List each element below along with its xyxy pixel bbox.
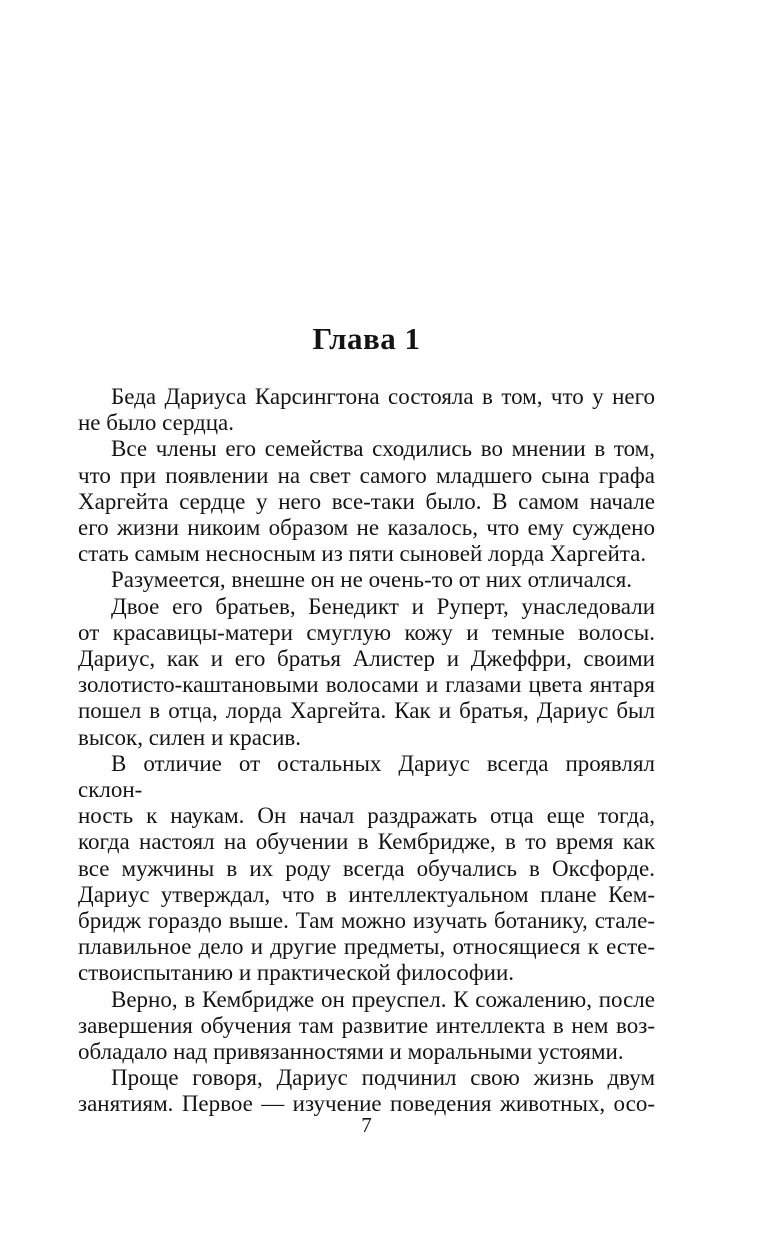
text-line: завершения обучения там развитие интеллекта в нем воз- bbox=[78, 1012, 655, 1038]
text-line: стать самым несносным из пяти сыновей лорда Харгейта. bbox=[78, 541, 647, 567]
page-text bbox=[78, 384, 655, 1118]
text-line: высок, силен и красив. bbox=[78, 724, 302, 750]
text-line: Двое его братьев, Бенедикт и Руперт, унаследовали bbox=[111, 593, 655, 619]
text-line: что при появлении на свет самого младшего сына графа bbox=[78, 462, 655, 488]
text-line: Дариус утверждал, что в интеллектуальном плане Кем- bbox=[78, 881, 655, 907]
text-line: плавильное дело и другие предметы, относящиеся к есте- bbox=[78, 934, 655, 960]
page-number: 7 bbox=[361, 1113, 372, 1137]
text-line: пошел в отца, лорда Харгейта. Как и братья, Дариус был bbox=[78, 698, 655, 724]
text-line: Все члены его семейства сходились во мнении в том, bbox=[111, 436, 655, 462]
chapter-title: Глава 1 bbox=[312, 321, 421, 356]
paragraph bbox=[78, 1065, 655, 1117]
paragraph bbox=[78, 436, 655, 567]
text-line: ность к наукам. Он начал раздражать отца еще тогда, bbox=[78, 803, 655, 829]
text-line: все мужчины в их роду всегда обучались в Оксфорде. bbox=[78, 855, 655, 881]
text-line: когда настоял на обучении в Кембридже, в то время как bbox=[78, 829, 655, 855]
text-line: Верно, в Кембридже он преуспел. К сожалению, после bbox=[111, 986, 655, 1012]
text-line: Харгейта сердце у него все-таки было. В самом начале bbox=[78, 488, 655, 514]
paragraph bbox=[78, 594, 655, 751]
text-line: золотисто-каштановыми волосами и глазами цвета янтаря bbox=[78, 672, 655, 698]
text-line: занятиям. Первое — изучение поведения животных, осо- bbox=[78, 1091, 655, 1117]
paragraph bbox=[78, 567, 655, 593]
text-line: бридж гораздо выше. Там можно изучать ботанику, стале- bbox=[78, 908, 655, 934]
paragraph bbox=[78, 751, 655, 987]
text-line: его жизни никоим образом не казалось, что ему суждено bbox=[78, 515, 655, 541]
text-line: Дариус, как и его братья Алистер и Джеффри, своими bbox=[78, 646, 655, 672]
text-line: не было сердца. bbox=[78, 410, 235, 436]
text-line: Проще говоря, Дариус подчинил свою жизнь двум bbox=[111, 1065, 655, 1091]
text-line: обладало над привязанностями и моральными устоями. bbox=[78, 1039, 624, 1065]
text-line: от красавицы-матери смуглую кожу и темные волосы. bbox=[78, 619, 655, 645]
paragraph bbox=[78, 384, 655, 436]
text-line: ствоиспытанию и практической философии. bbox=[78, 960, 515, 986]
text-line: В отличие от остальных Дариус всегда проявлял склон- bbox=[78, 750, 655, 803]
text-line: Беда Дариуса Карсингтона состояла в том, что у него bbox=[111, 384, 655, 409]
paragraph bbox=[78, 987, 655, 1066]
text-line: Разумеется, внешне он не очень-то от них отличался. bbox=[111, 567, 633, 593]
